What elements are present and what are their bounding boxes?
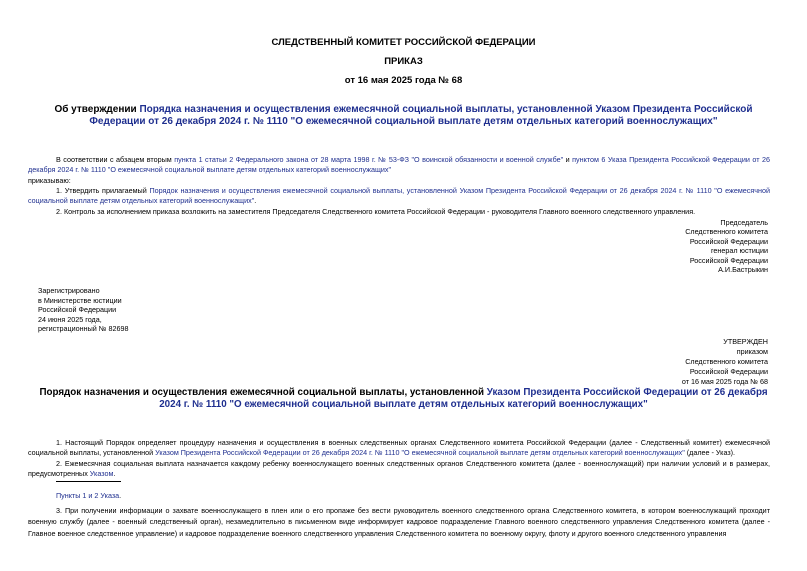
doc-title xyxy=(50,104,757,128)
p1-end: (далее - Указ). xyxy=(684,447,736,457)
law-link[interactable]: пункта 1 статьи 2 Федерального закона от 28 марта 1998 г. № 53-ФЗ "О воинской обязанности и военной службе" xyxy=(174,155,564,164)
p1-decree-link[interactable]: Указом Президента Российской Федерации от 26 декабря 2024 г. № 1110 "О ежемесячной социальной выплате детям отдельных категорий военнослужащих" xyxy=(155,447,685,457)
p2-text: 2. Ежемесячная социальная выплата назначается каждому ребенку военнослужащего военных следственных органов Следственного комитета (далее - военнослужащий) при наличии условий и в размерах, предусмотренных xyxy=(28,459,770,478)
preamble-text-and: и xyxy=(563,155,573,164)
signature-line: Следственного комитета xyxy=(685,227,768,237)
preamble-paragraph xyxy=(28,155,770,174)
footnote-separator xyxy=(56,481,121,482)
registration-line: 24 июня 2025 года, xyxy=(38,314,102,324)
p2-end: . xyxy=(113,468,116,478)
signature-line: А.И.Бастрыкин xyxy=(718,265,768,275)
p2-decree-link[interactable]: Указом xyxy=(89,468,114,478)
registration-line: Российской Федерации xyxy=(38,305,117,315)
signature-line: Российской Федерации xyxy=(689,255,768,265)
item1-text: 1. Утвердить прилагаемый xyxy=(56,186,150,195)
procedure-title-link[interactable]: Указом Президента Российской Федерации от 26 декабря 2024 г. № 1110 "О ежемесячной социальной выплате детям отдельных категорий военнослужащих" xyxy=(159,387,768,410)
order-item-1 xyxy=(28,186,770,205)
footnote xyxy=(56,491,121,500)
approved-block xyxy=(468,337,768,387)
procedure-title-prefix: Порядок назначения и осуществления ежемесячной социальной выплаты, установленной xyxy=(39,387,487,398)
procedure-title xyxy=(30,387,777,411)
title-prefix: Об утверждении xyxy=(54,104,140,115)
signature-line: Российской Федерации xyxy=(689,236,768,246)
item1-end: . xyxy=(254,195,257,205)
body-paragraph-1 xyxy=(28,438,770,457)
body-paragraph-2 xyxy=(28,459,770,478)
p1-text: 1. Настоящий Порядок определяет процедуру назначения и осуществления в военных следственных органах Следственного комитета Российской Федерации (далее - Следственный комитет) ежемесячной социальной выплаты, установленной xyxy=(28,438,770,457)
registration-block xyxy=(38,286,128,334)
approved-line: Следственного комитета xyxy=(685,357,768,366)
approved-line: Российской Федерации xyxy=(689,367,768,376)
signature-line: генерал юстиции xyxy=(710,246,768,256)
procedure-link[interactable]: Порядок назначения и осуществления ежемесячной социальной выплаты, установленной Указом Президента Российской Федерации от 26 декабря 2024 г. № 1110 "О ежемесячной социальной выплате детям отдельных категорий военнослужащих" xyxy=(28,186,770,205)
preamble-text: В соответствии с абзацем вторым xyxy=(56,155,175,164)
decree-link[interactable]: пунктом 6 Указа Президента Российской Федерации от 26 декабря 2024 г. № 1110 "О ежемесячной социальной выплате детям отдельных категорий военнослужащих" xyxy=(28,155,770,174)
doc-date-number: от 16 мая 2025 года № 68 xyxy=(344,75,463,86)
title-link[interactable]: Порядка назначения и осуществления ежемесячной социальной выплаты, установленной Указом Президента Российской Федерации от 26 декабря 2024 г. № 1110 "О ежемесячной социальной выплате детям отдельных категорий военнослужащих" xyxy=(89,104,753,127)
org-name: СЛЕДСТВЕННЫЙ КОМИТЕТ РОССИЙСКОЙ ФЕДЕРАЦИИ xyxy=(271,37,536,48)
approved-line: приказом xyxy=(736,347,768,356)
signature-block xyxy=(468,218,768,274)
registration-line: в Министерстве юстиции xyxy=(38,295,122,305)
registration-line: Зарегистрировано xyxy=(38,286,100,295)
body-paragraph-3: 3. При получении информации о захвате военнослужащего в плен или о его пропаже без вести руководитель военного следственного органа Следственного комитета, в котором военнослужащий проходит военную службу (далее - военный следственный орган), незамедлительно в письменном виде информирует кадровое подразделение Главного военного следственного управления Следственного комитета (далее - Главное военное следственное управление) и кадровое подразделение военного следственного управления Следственного комитета по военному округу, флоту и другого военного следственного управления xyxy=(28,506,770,538)
order-word: приказываю: xyxy=(28,176,71,185)
signature-line: Председатель xyxy=(720,218,768,227)
footnote-link[interactable]: Пункты 1 и 2 Указа xyxy=(56,491,120,500)
doc-type: ПРИКАЗ xyxy=(384,56,423,67)
registration-line: регистрационный № 82698 xyxy=(38,324,129,334)
order-item-2: 2. Контроль за исполнением приказа возложить на заместителя Председателя Следственного комитета Российской Федерации - руководителя Главного военного следственного управления. xyxy=(56,207,696,216)
approved-line: от 16 мая 2025 года № 68 xyxy=(681,377,768,386)
approved-line: УТВЕРЖДЕН xyxy=(723,337,768,346)
footnote-end: . xyxy=(119,491,122,500)
